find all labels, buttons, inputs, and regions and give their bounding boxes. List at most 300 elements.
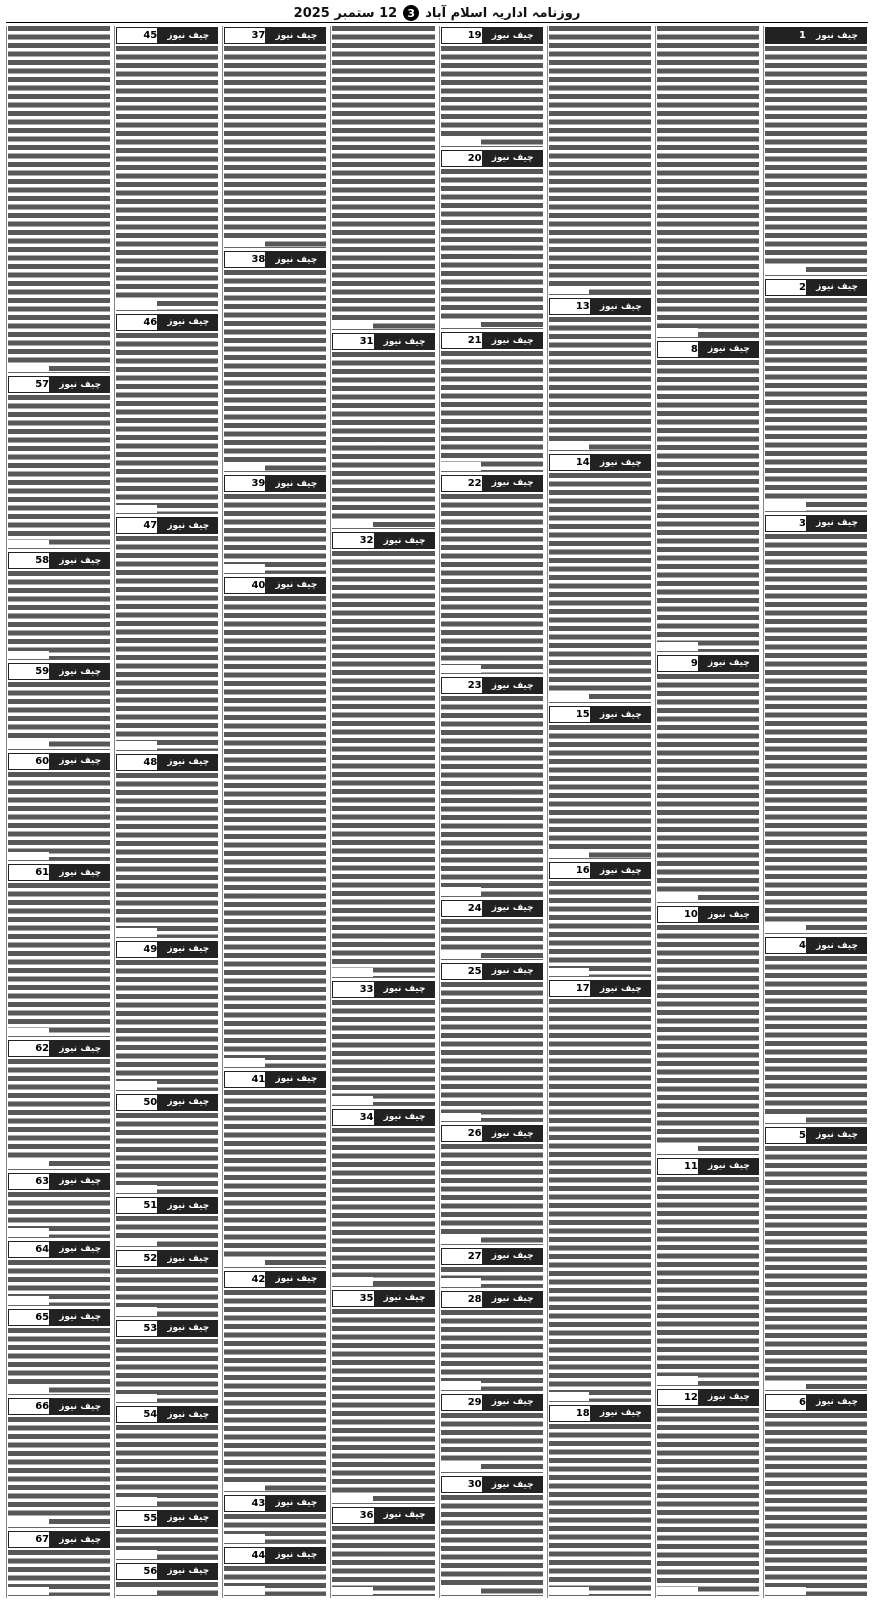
story-section-label: چیف نیوز [807,279,867,296]
story-header [8,1309,110,1326]
story-section-label: چیف نیوز [807,515,867,532]
story-body-text [8,682,110,749]
news-story [224,576,326,1068]
story-number: 50 [116,1094,158,1111]
news-story [116,1249,218,1317]
story-body-text [8,395,110,548]
news-story [441,1475,543,1596]
story-section-label: چیف نیوز [807,1127,867,1144]
news-story [549,979,651,1401]
story-body-text [549,473,651,702]
story-section-label: چیف نیوز [699,655,759,672]
story-header [549,1405,651,1422]
news-story [332,531,434,978]
news-story [441,474,543,674]
story-body-text [8,772,110,860]
masthead [6,4,868,23]
news-story [8,1308,110,1396]
story-body-text [765,1146,867,1390]
story-number: 58 [8,552,50,569]
story-section-label: چیف نیوز [699,906,759,923]
news-story [441,331,543,472]
story-number: 9 [657,655,699,672]
story-number: 15 [549,706,591,723]
story-number: 61 [8,864,50,881]
news-story [441,676,543,896]
story-number: 10 [657,906,699,923]
story-number: 3 [765,515,807,532]
story-section-label: چیف نیوز [483,900,543,917]
news-story [765,1126,867,1391]
news-story [441,899,543,960]
news-story [116,26,218,311]
story-section-label: چیف نیوز [266,1495,326,1512]
story-section-label: چیف نیوز [483,475,543,492]
story-header [765,27,867,44]
story-number: 42 [224,1271,266,1288]
story-section-label: چیف نیوز [807,1394,867,1411]
story-body-text [116,46,218,310]
story-body-text [8,1550,110,1595]
story-number: 37 [224,27,266,44]
story-number: 52 [116,1250,158,1267]
story-header [657,1389,759,1406]
story-header [332,1109,434,1126]
story-section-label: چیف نیوز [266,1271,326,1288]
news-story [765,1393,867,1596]
news-story [224,1270,326,1492]
story-body-text [549,26,651,294]
story-section-label: چیف نیوز [375,532,435,549]
news-story [8,752,110,861]
story-section-label: چیف نیوز [50,376,110,393]
story-body-text [116,1113,218,1193]
story-number: 2 [765,279,807,296]
story-body-text [332,352,434,528]
news-column [439,26,544,1598]
story-body-text [116,773,218,937]
story-body-text [8,883,110,1036]
story-number: 57 [8,376,50,393]
story-number: 66 [8,1398,50,1415]
news-story [116,1562,218,1596]
story-header [549,454,651,471]
story-header [441,1394,543,1411]
story-section-label: چیف نیوز [483,1248,543,1265]
news-story [441,1290,543,1391]
story-body-text [8,1328,110,1395]
news-story [657,340,759,652]
story-section-label: چیف نیوز [50,1398,110,1415]
story-section-label: چیف نیوز [158,1406,218,1423]
news-story [765,278,867,512]
story-number: 27 [441,1248,483,1265]
news-story [549,453,651,703]
column-grid [6,26,868,1598]
story-section-label: چیف نیوز [591,1405,651,1422]
story-section-label: چیف نیوز [158,1094,218,1111]
story-section-label: چیف نیوز [50,1309,110,1326]
story-header [441,150,543,167]
story-body-text [332,1000,434,1105]
story-number: 30 [441,1476,483,1493]
story-body-text [657,1177,759,1385]
story-header [8,1040,110,1057]
story-header [441,1291,543,1308]
story-body-text [224,596,326,1067]
story-body-text [657,925,759,1154]
story-header [224,1495,326,1512]
story-body-text [441,696,543,895]
story-body-text [765,534,867,934]
story-section-label: چیف نیوز [50,864,110,881]
story-number: 1 [765,27,807,44]
masthead-date: 12 ستمبر 2025 [293,5,398,21]
news-story [8,1530,110,1596]
story-body-text [765,956,867,1122]
news-column [763,26,868,1598]
story-number: 33 [332,981,374,998]
story-header [441,677,543,694]
story-body-text [116,1269,218,1316]
story-section-label: چیف نیوز [266,27,326,44]
story-body-text [116,1216,218,1246]
story-header [657,341,759,358]
story-number: 36 [332,1507,374,1524]
story-number: 4 [765,937,807,954]
news-story [332,1289,434,1504]
story-body-text [332,26,434,329]
news-story [8,863,110,1037]
story-body-text [116,333,218,513]
news-story [332,332,434,529]
story-body-text [332,1128,434,1286]
news-story [441,1393,543,1474]
story-number: 29 [441,1394,483,1411]
story-header [549,298,651,315]
story-section-label: چیف نیوز [699,1389,759,1406]
story-number: 67 [8,1531,50,1548]
news-story [332,1108,434,1287]
story-body-text [549,1424,651,1595]
story-header [8,753,110,770]
story-header [332,1507,434,1524]
story-section-label: چیف نیوز [807,27,867,44]
story-header [441,1476,543,1493]
news-story [8,1039,110,1170]
story-number: 21 [441,332,483,349]
story-section-label: چیف نیوز [591,862,651,879]
story-number: 14 [549,454,591,471]
story-section-label: چیف نیوز [266,1547,326,1564]
story-header [549,980,651,997]
news-story [441,26,543,147]
story-section-label: چیف نیوز [158,517,218,534]
story-body-text [441,1495,543,1595]
story-number: 34 [332,1109,374,1126]
story-body-text [332,551,434,977]
story-header [224,1547,326,1564]
story-number: 5 [765,1127,807,1144]
story-number: 18 [549,1405,591,1422]
story-header [116,1197,218,1214]
story-number: 38 [224,251,266,268]
news-column [6,26,111,1598]
story-number: 53 [116,1320,158,1337]
story-number: 8 [657,341,699,358]
story-section-label: چیف نیوز [50,1241,110,1258]
story-number: 56 [116,1563,158,1580]
news-story [8,551,110,660]
story-number: 35 [332,1290,374,1307]
story-header [765,1394,867,1411]
story-body-text [116,1582,218,1595]
story-body-text [8,1260,110,1305]
news-story [116,313,218,514]
story-section-label: چیف نیوز [483,1476,543,1493]
story-body-text [657,674,759,903]
news-story [116,1093,218,1194]
story-header [441,900,543,917]
news-story [765,514,867,935]
story-header [332,1290,434,1307]
story-number: 13 [549,298,591,315]
news-story [332,980,434,1106]
story-header [224,1271,326,1288]
story-number: 20 [441,150,483,167]
story-body-text [765,298,867,511]
story-section-label: چیف نیوز [158,1250,218,1267]
story-header [116,754,218,771]
story-header [8,864,110,881]
story-header [765,279,867,296]
story-body-text [441,1413,543,1473]
story-section-label: چیف نیوز [699,1158,759,1175]
story-number: 60 [8,753,50,770]
story-body-text [224,494,326,572]
story-section-label: چیف نیوز [483,1125,543,1142]
story-body-text [224,1566,326,1595]
story-body-text [8,1192,110,1237]
news-story [116,516,218,751]
story-header [116,27,218,44]
story-header [332,333,434,350]
story-header [224,251,326,268]
story-section-label: چیف نیوز [483,1291,543,1308]
story-body-text [549,881,651,976]
story-section-label: چیف نیوز [483,27,543,44]
news-story [549,26,651,295]
story-body-text [8,1417,110,1527]
story-number: 63 [8,1173,50,1190]
story-section-label: چیف نیوز [50,1531,110,1548]
story-body-text [116,1339,218,1402]
story-number: 45 [116,27,158,44]
news-column [655,26,760,1598]
news-story [224,1546,326,1596]
story-section-label: چیف نیوز [375,1507,435,1524]
story-number: 41 [224,1071,266,1088]
story-body-text [765,46,867,275]
story-section-label: چیف نیوز [158,1320,218,1337]
story-number: 26 [441,1125,483,1142]
story-number: 12 [657,1389,699,1406]
story-header [224,27,326,44]
news-story [224,1494,326,1544]
news-column [547,26,652,1598]
news-story [224,474,326,573]
story-body-text [116,1529,218,1559]
story-header [8,663,110,680]
story-section-label: چیف نیوز [266,577,326,594]
story-number: 40 [224,577,266,594]
news-story [224,1070,326,1268]
story-header [549,706,651,723]
story-body-text [657,360,759,651]
story-header [116,1094,218,1111]
story-body-text [8,571,110,659]
story-header [116,314,218,331]
story-number: 32 [332,532,374,549]
story-number: 25 [441,963,483,980]
story-body-text [116,1425,218,1505]
story-body-text [657,26,759,337]
story-section-label: چیف نیوز [266,1071,326,1088]
news-story [8,375,110,549]
news-column [114,26,219,1598]
story-header [116,1320,218,1337]
story-number: 43 [224,1495,266,1512]
story-section-label: چیف نیوز [591,706,651,723]
news-story [441,962,543,1123]
story-number: 31 [332,333,374,350]
news-column [330,26,435,1598]
news-story [332,1506,434,1596]
story-body-text [441,1310,543,1390]
story-section-label: چیف نیوز [375,1290,435,1307]
masthead-title: روزنامہ اداریہ اسلام آباد [425,5,581,21]
story-section-label: چیف نیوز [375,981,435,998]
news-story [224,250,326,472]
story-section-label: چیف نیوز [158,1197,218,1214]
news-story [657,905,759,1155]
story-number: 47 [116,517,158,534]
story-section-label: چیف نیوز [483,150,543,167]
story-section-label: چیف نیوز [483,332,543,349]
story-section-label: چیف نیوز [266,475,326,492]
news-story [765,26,867,276]
story-number: 65 [8,1309,50,1326]
story-section-label: چیف نیوز [266,251,326,268]
story-header [332,981,434,998]
story-header [657,906,759,923]
story-header [441,332,543,349]
story-section-label: چیف نیوز [375,1109,435,1126]
story-header [657,655,759,672]
story-section-label: چیف نیوز [483,677,543,694]
story-body-text [549,317,651,450]
news-story [549,705,651,859]
news-story [116,940,218,1091]
story-body-text [224,1290,326,1491]
story-number: 49 [116,941,158,958]
story-number: 6 [765,1394,807,1411]
story-number: 54 [116,1406,158,1423]
story-header [441,1248,543,1265]
story-number: 22 [441,475,483,492]
story-body-text [441,1267,543,1287]
page-number-badge: 3 [403,5,419,21]
story-header [224,1071,326,1088]
story-header [116,1250,218,1267]
story-section-label: چیف نیوز [50,663,110,680]
story-header [8,1398,110,1415]
story-header [116,1510,218,1527]
story-body-text [8,26,110,372]
story-header [765,515,867,532]
story-number: 46 [116,314,158,331]
story-number: 16 [549,862,591,879]
story-header [441,1125,543,1142]
news-column [222,26,327,1598]
story-body-text [549,999,651,1400]
story-section-label: چیف نیوز [158,1563,218,1580]
news-story [116,1509,218,1560]
news-story [8,1397,110,1528]
story-number: 28 [441,1291,483,1308]
story-section-label: چیف نیوز [158,314,218,331]
news-story [116,1196,218,1247]
story-header [8,376,110,393]
news-story [549,1404,651,1596]
story-body-text [224,1090,326,1267]
story-header [116,1563,218,1580]
news-story [8,662,110,750]
story-header [765,1127,867,1144]
story-header [441,963,543,980]
story-number: 55 [116,1510,158,1527]
story-section-label: چیف نیوز [807,937,867,954]
story-body-text [441,494,543,673]
news-story [765,936,867,1123]
story-header [8,1241,110,1258]
story-body-text [332,1526,434,1595]
news-story [657,654,759,904]
story-body-text [116,536,218,750]
story-number: 11 [657,1158,699,1175]
story-section-label: چیف نیوز [50,753,110,770]
story-body-text [441,169,543,329]
story-body-text [765,1413,867,1595]
story-body-text [8,1059,110,1169]
story-body-text [224,1514,326,1543]
story-number: 48 [116,754,158,771]
news-story [657,1388,759,1596]
story-header [332,532,434,549]
story-section-label: چیف نیوز [375,333,435,350]
story-section-label: چیف نیوز [158,754,218,771]
story-section-label: چیف نیوز [158,1510,218,1527]
news-story [116,1405,218,1506]
news-story [116,753,218,938]
story-header [116,517,218,534]
story-section-label: چیف نیوز [591,980,651,997]
story-header [116,941,218,958]
story-body-text [549,725,651,858]
story-header [657,1158,759,1175]
story-section-label: چیف نیوز [483,1394,543,1411]
news-story [8,1240,110,1306]
